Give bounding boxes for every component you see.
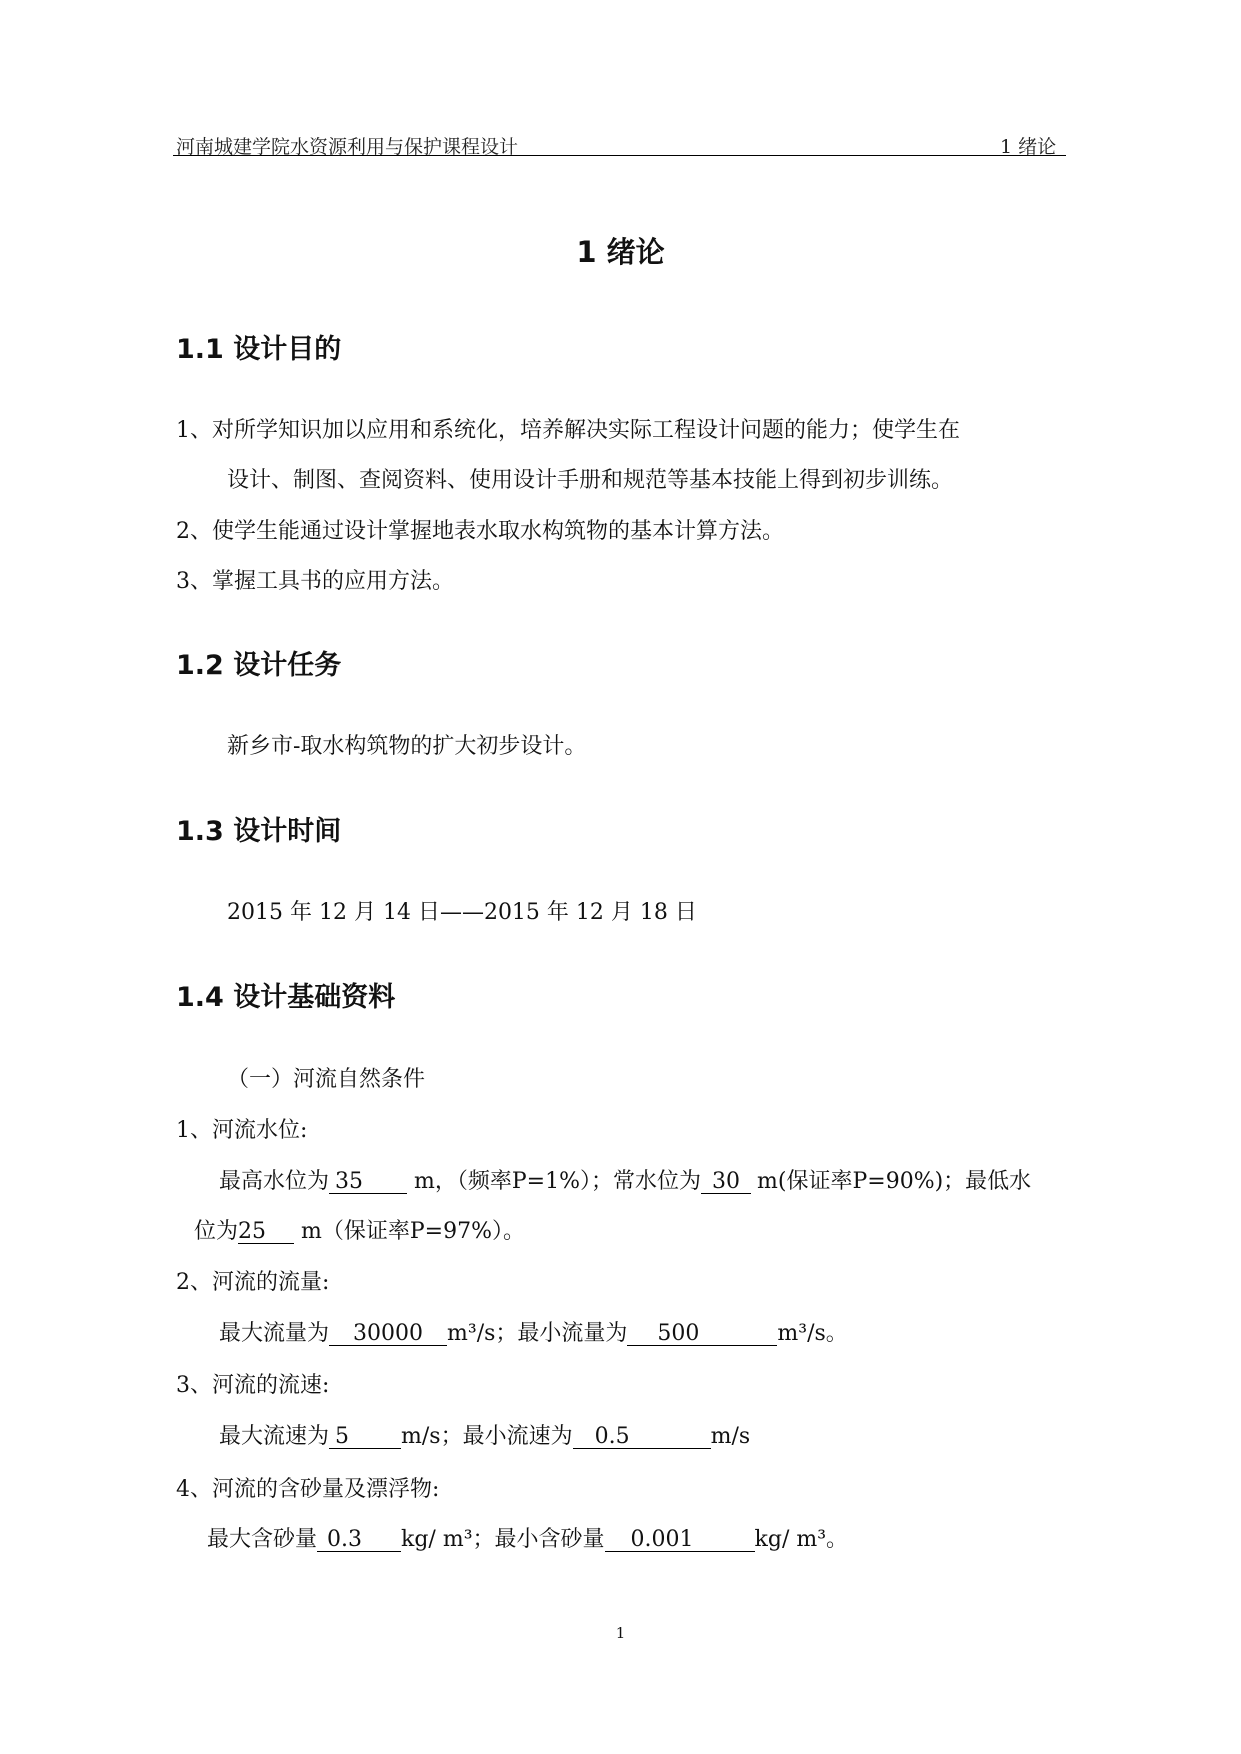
velocity-line <box>219 1419 750 1450</box>
max-flow-value: 30000 <box>329 1323 447 1346</box>
subheading-river-conditions: （一）河流自然条件 <box>227 1067 426 1092</box>
water-level-text-d: 位为 <box>194 1219 239 1244</box>
purpose-item-1-line-1: 1、对所学知识加以应用和系统化，培养解决实际工程设计问题的能力；使学生在 <box>176 418 960 443</box>
min-sediment-value: 0.001 <box>605 1529 755 1552</box>
page-number: 1 <box>615 1624 626 1642</box>
section-heading-1-4: 1.4 设计基础资料 <box>176 982 396 1013</box>
normal-water-level-value: 30 <box>701 1171 751 1194</box>
task-text: 新乡市-取水构筑物的扩大初步设计。 <box>227 734 587 759</box>
max-water-level-value: 35 <box>329 1171 407 1194</box>
sediment-text-c: kg/ m³。 <box>754 1527 849 1552</box>
section-heading-1-3: 1.3 设计时间 <box>176 816 342 847</box>
header-rule <box>173 155 1066 156</box>
running-header-right: 1 绪论 <box>1000 136 1057 158</box>
min-water-level-value: 25 <box>238 1221 294 1244</box>
water-level-line-2 <box>194 1214 525 1245</box>
section-heading-1-1: 1.1 设计目的 <box>176 334 342 365</box>
sediment-label: 4、河流的含砂量及漂浮物: <box>176 1477 440 1502</box>
flow-text-b: m³/s；最小流量为 <box>447 1321 628 1346</box>
purpose-item-2: 2、使学生能通过设计掌握地表水取水构筑物的基本计算方法。 <box>176 519 784 544</box>
flow-text-a: 最大流量为 <box>219 1321 330 1346</box>
running-header-left: 河南城建学院水资源利用与保护课程设计 <box>176 136 519 158</box>
sediment-text-b: kg/ m³；最小含砂量 <box>401 1527 605 1552</box>
sediment-text-a: 最大含砂量 <box>207 1527 318 1552</box>
velocity-label: 3、河流的流速: <box>176 1373 330 1398</box>
velocity-text-a: 最大流速为 <box>219 1424 330 1449</box>
velocity-text-b: m/s；最小流速为 <box>401 1424 573 1449</box>
design-time-text: 2015 年 12 月 14 日——2015 年 12 月 18 日 <box>227 900 697 925</box>
water-level-text-e: m（保证率P=97%）。 <box>301 1219 526 1244</box>
purpose-item-3: 3、掌握工具书的应用方法。 <box>176 569 454 594</box>
max-velocity-value: 5 <box>329 1426 401 1449</box>
flow-label: 2、河流的流量: <box>176 1270 330 1295</box>
velocity-text-c: m/s <box>710 1424 751 1449</box>
chapter-title: 1 绪论 <box>576 235 665 269</box>
section-heading-1-2: 1.2 设计任务 <box>176 650 342 681</box>
flow-text-c: m³/s。 <box>777 1321 848 1346</box>
max-sediment-value: 0.3 <box>317 1529 401 1552</box>
min-flow-value: 500 <box>627 1323 777 1346</box>
flow-line <box>219 1316 848 1347</box>
water-level-label: 1、河流水位: <box>176 1118 308 1143</box>
min-velocity-value: 0.5 <box>573 1426 711 1449</box>
sediment-line <box>207 1522 848 1553</box>
water-level-text-a: 最高水位为 <box>219 1169 330 1194</box>
water-level-text-b: m，（频率P=1%）；常水位为 <box>414 1169 702 1194</box>
purpose-item-1-line-2: 设计、制图、查阅资料、使用设计手册和规范等基本技能上得到初步训练。 <box>227 468 954 493</box>
water-level-text-c: m(保证率P=90%)；最低水 <box>757 1169 1032 1194</box>
water-level-line-1 <box>219 1164 1031 1195</box>
